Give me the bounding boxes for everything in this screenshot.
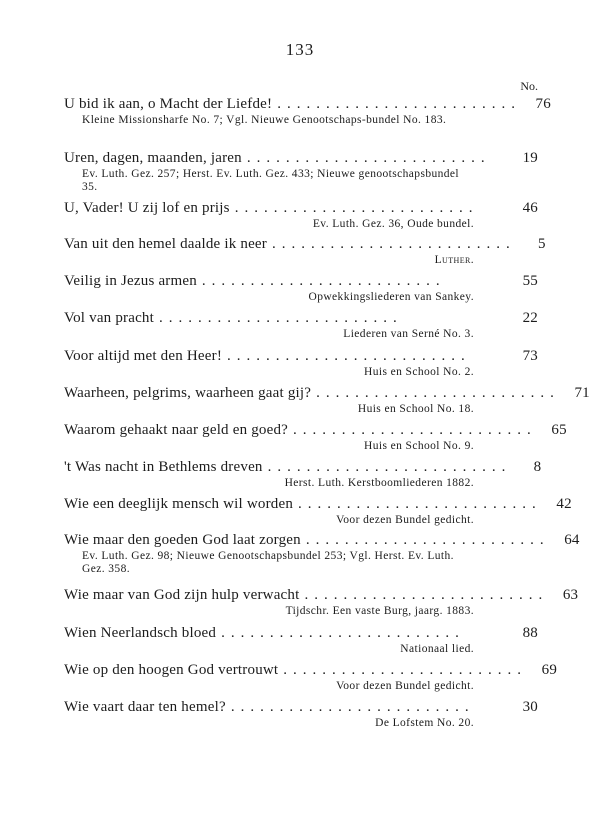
- entry-title: Wie een deeglijk mensch wil worden: [64, 496, 294, 512]
- entry-source: Nationaal lied.: [400, 643, 474, 655]
- leader-dots: .........................: [316, 385, 560, 401]
- entry-source: Herst. Luth. Kerstboomliederen 1882.: [284, 477, 474, 489]
- entry-source: Ev. Luth. Gez. 36, Oude bundel.: [312, 218, 474, 230]
- index-entry: [64, 347, 538, 384]
- entry-title: Waarom gehaakt naar geld en goed?: [64, 422, 289, 438]
- entry-source: Voor dezen Bundel gedicht.: [336, 514, 474, 526]
- leader-dots: .........................: [293, 422, 537, 438]
- entry-title: Wie maar van God zijn hulp verwacht: [64, 587, 300, 603]
- leader-dots: .........................: [272, 236, 516, 252]
- index-entry: [64, 495, 572, 531]
- entry-number: 64: [564, 532, 580, 548]
- entry-source: Tijdschr. Een vaste Burg, jaarg. 1883.: [285, 605, 474, 617]
- index-entry: [64, 458, 542, 495]
- entry-number: 30: [522, 699, 538, 715]
- entry-title: Waarheen, pelgrims, waarheen gaat gij?: [64, 385, 312, 401]
- leader-dots: .........................: [283, 662, 528, 678]
- leader-dots: .........................: [267, 459, 512, 475]
- index-entry: [64, 309, 538, 347]
- index-entry: [64, 421, 567, 458]
- index-entry: [64, 698, 538, 734]
- entry-source: Kleine Missionsharfe No. 7; Vgl. Nieuwe Genootschaps-bundel No. 183.: [82, 114, 447, 126]
- entry-title: Uren, dagen, maanden, jaren: [64, 150, 242, 166]
- entry-number: 76: [535, 96, 551, 112]
- entry-title: Wie vaart daar ten hemel?: [64, 699, 226, 715]
- index-entry: [64, 95, 551, 149]
- entry-title: Voor altijd met den Heer!: [64, 348, 223, 364]
- entry-source: De Lofstem No. 20.: [375, 717, 474, 729]
- entry-title: U bid ik aan, o Macht der Liefde!: [64, 96, 273, 112]
- index-list: [64, 95, 590, 734]
- entry-title: Vol van pracht: [64, 310, 155, 326]
- number-column-header: No.: [520, 79, 538, 93]
- leader-dots: .........................: [234, 200, 479, 216]
- leader-dots: .........................: [277, 96, 521, 112]
- entry-number: 71: [574, 385, 590, 401]
- entry-number: 63: [562, 587, 579, 603]
- page-number: 133: [285, 40, 315, 59]
- entry-source: Opwekkingsliederen van Sankey.: [308, 291, 474, 303]
- index-entry: [64, 586, 579, 624]
- index-entry: [64, 272, 538, 309]
- entry-source: Ev. Luth. Gez. 257; Herst. Ev. Luth. Gez. 433; Nieuwe genootschapsbundel 35.: [82, 168, 460, 193]
- entry-number: 73: [522, 348, 538, 364]
- leader-dots: .........................: [246, 150, 491, 166]
- entry-source: Liederen van Serné No. 3.: [343, 328, 474, 340]
- entry-title: Van uit den hemel daalde ik neer: [64, 236, 267, 252]
- entry-source: Ev. Luth. Gez. 98; Nieuwe Genootschapsbundel 253; Vgl. Herst. Ev. Luth. Gez. 358.: [82, 550, 454, 575]
- entry-number: 19: [522, 150, 538, 166]
- entry-title: Wie maar den goeden God laat zorgen: [64, 532, 301, 548]
- entry-source: Huis en School No. 2.: [364, 366, 474, 378]
- leader-dots: .........................: [227, 348, 471, 364]
- entry-number: 55: [522, 273, 538, 289]
- leader-dots: .........................: [230, 699, 475, 715]
- index-entry: [64, 531, 580, 586]
- entry-source: Huis en School No. 18.: [357, 403, 474, 415]
- entry-title: Wie op den hoogen God vertrouwt: [64, 662, 279, 678]
- index-entry: [64, 624, 538, 661]
- entry-title: U, Vader! U zij lof en prijs: [64, 200, 230, 216]
- leader-dots: .........................: [221, 625, 465, 641]
- entry-number: 22: [522, 310, 538, 326]
- entry-number: 5: [538, 236, 546, 252]
- index-entry: [64, 149, 538, 199]
- entry-source: Luther.: [434, 254, 474, 266]
- index-entry: [64, 235, 546, 272]
- index-entry: [64, 661, 558, 698]
- entry-number: 69: [541, 662, 558, 678]
- entry-number: 8: [533, 459, 542, 475]
- leader-dots: .........................: [159, 310, 403, 326]
- entry-number: 42: [556, 496, 572, 512]
- entry-source: Voor dezen Bundel gedicht.: [336, 680, 474, 692]
- index-entry: [64, 199, 538, 235]
- leader-dots: .........................: [201, 273, 446, 289]
- entry-number: 88: [522, 625, 538, 641]
- index-entry: [64, 384, 590, 421]
- entry-title: Veilig in Jezus armen: [64, 273, 197, 289]
- entry-source: Huis en School No. 9.: [364, 440, 474, 452]
- leader-dots: .........................: [298, 496, 542, 512]
- entry-title: Wien Neerlandsch bloed: [64, 625, 217, 641]
- leader-dots: .........................: [305, 532, 550, 548]
- entry-number: 46: [522, 200, 538, 216]
- entry-title: 't Was nacht in Bethlems dreven: [64, 459, 263, 475]
- entry-number: 65: [551, 422, 567, 438]
- leader-dots: .........................: [304, 587, 549, 603]
